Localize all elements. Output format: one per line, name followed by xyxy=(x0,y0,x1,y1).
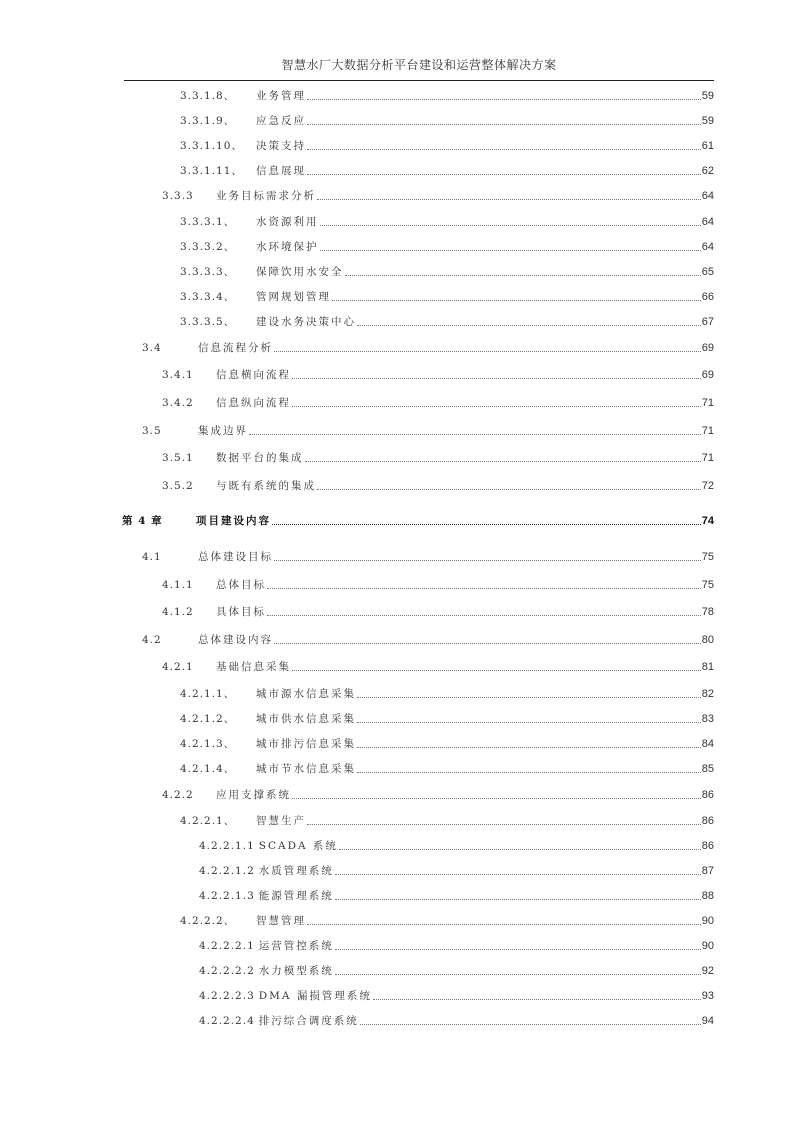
toc-entry-page-number: 86 xyxy=(701,840,714,852)
toc-entry[interactable] xyxy=(180,686,714,701)
toc-entry[interactable] xyxy=(180,138,714,153)
toc-entry-page-number: 61 xyxy=(701,140,714,152)
toc-entry-page-number: 72 xyxy=(701,480,714,492)
toc-entry[interactable] xyxy=(162,395,714,410)
toc-entry-number: 3.3.3 xyxy=(162,190,194,202)
toc-entry-number: 4.2.2.1.2 xyxy=(199,865,255,877)
toc-entry[interactable] xyxy=(180,913,714,928)
dot-leader xyxy=(357,772,701,773)
toc-entry[interactable] xyxy=(199,838,714,853)
toc-entry-title: 总体建设目标 xyxy=(198,551,273,563)
toc-entry-number: 3.5 xyxy=(142,425,162,437)
toc-entry-page-number: 62 xyxy=(701,165,714,177)
dot-leader xyxy=(292,378,701,379)
dot-leader xyxy=(307,174,701,175)
toc-entry-number: 4.2.2.2.4 xyxy=(199,1015,255,1027)
toc-entry-number: 4.2.1.2、 xyxy=(180,713,236,725)
toc-entry-page-number: 59 xyxy=(701,115,714,127)
toc-entry[interactable] xyxy=(162,450,714,465)
toc-entry-title: 保障饮用水安全 xyxy=(256,266,344,278)
toc-entry[interactable] xyxy=(199,888,714,903)
toc-entry-title: 信息横向流程 xyxy=(216,369,291,381)
toc-entry[interactable] xyxy=(180,163,714,178)
dot-leader xyxy=(335,874,701,875)
toc-entry-number: 4.2.2.1.3 xyxy=(199,890,255,902)
dot-leader xyxy=(357,747,701,748)
toc-entry[interactable] xyxy=(180,813,714,828)
toc-entry-page-number: 71 xyxy=(701,425,714,437)
toc-entry-title: 城市源水信息采集 xyxy=(256,688,356,700)
toc-entry-title: 智慧管理 xyxy=(256,915,306,927)
toc-entry-title: 城市供水信息采集 xyxy=(256,713,356,725)
dot-leader xyxy=(249,434,701,435)
toc-entry-title: 应急反应 xyxy=(256,115,306,127)
toc-entry[interactable] xyxy=(122,513,714,528)
toc-entry[interactable] xyxy=(142,340,714,355)
toc-entry-number: 4.2.1.1、 xyxy=(180,688,236,700)
toc-entry-title: 信息流程分析 xyxy=(198,342,273,354)
toc-entry[interactable] xyxy=(180,289,714,304)
toc-entry-number: 3.3.3.4、 xyxy=(180,291,236,303)
toc-entry-page-number: 88 xyxy=(701,890,714,902)
toc-entry-title: 集成边界 xyxy=(198,425,248,437)
toc-entry[interactable] xyxy=(180,113,714,128)
toc-entry-number: 4.2.2.1.1 xyxy=(199,840,255,852)
toc-entry-number: 3.4.2 xyxy=(162,397,194,409)
dot-leader xyxy=(305,461,701,462)
toc-entry-title: 能源管理系统 xyxy=(258,890,334,902)
dot-leader xyxy=(335,974,701,975)
toc-entry-number: 3.4 xyxy=(142,342,162,354)
dot-leader xyxy=(292,406,701,407)
dot-leader xyxy=(307,99,701,100)
toc-entry[interactable] xyxy=(199,963,714,978)
dot-leader xyxy=(272,524,701,525)
toc-entry-number: 3.3.3.2、 xyxy=(180,241,236,253)
toc-entry-page-number: 64 xyxy=(701,190,714,202)
dot-leader xyxy=(345,275,701,276)
toc-entry-page-number: 90 xyxy=(701,915,714,927)
toc-entry-title: 应用支撑系统 xyxy=(216,789,291,801)
toc-entry-title: 水资源利用 xyxy=(256,216,319,228)
toc-entry[interactable] xyxy=(162,604,714,619)
toc-entry[interactable] xyxy=(142,423,714,438)
toc-entry-page-number: 85 xyxy=(701,763,714,775)
toc-entry-page-number: 86 xyxy=(701,815,714,827)
dot-leader xyxy=(292,798,701,799)
toc-entry[interactable] xyxy=(199,1013,714,1028)
toc-entry-number: 3.5.1 xyxy=(162,452,194,464)
toc-entry[interactable] xyxy=(142,549,714,564)
dot-leader xyxy=(274,643,701,644)
toc-entry-page-number: 90 xyxy=(701,940,714,952)
toc-entry[interactable] xyxy=(199,863,714,878)
toc-entry-page-number: 64 xyxy=(701,216,714,228)
toc-entry[interactable] xyxy=(162,787,714,802)
toc-entry-number: 4.2 xyxy=(142,634,162,646)
dot-leader xyxy=(332,300,701,301)
toc-entry[interactable] xyxy=(162,188,714,203)
toc-entry-number: 4.2.1 xyxy=(162,661,194,673)
toc-entry-page-number: 84 xyxy=(701,738,714,750)
toc-entry-number: 4.2.2.2.2 xyxy=(199,965,255,977)
toc-entry-title: 信息纵向流程 xyxy=(216,397,291,409)
dot-leader xyxy=(339,849,701,850)
toc-entry-number: 3.4.1 xyxy=(162,369,194,381)
toc-entry-number: 3.5.2 xyxy=(162,480,194,492)
toc-entry-number: 3.3.1.11、 xyxy=(180,165,243,177)
dot-leader xyxy=(274,351,701,352)
toc-entry-page-number: 80 xyxy=(701,634,714,646)
header-divider xyxy=(124,80,714,81)
toc-entry[interactable] xyxy=(180,239,714,254)
toc-entry-number: 4.2.1.3、 xyxy=(180,738,236,750)
toc-entry-number: 4.1.1 xyxy=(162,579,194,591)
toc-entry[interactable] xyxy=(199,938,714,953)
toc-entry-page-number: 82 xyxy=(701,688,714,700)
toc-entry-number: 4.1.2 xyxy=(162,606,194,618)
toc-entry-title: 信息展现 xyxy=(256,165,306,177)
toc-entry-title: 水质管理系统 xyxy=(258,865,334,877)
toc-entry-number: 3.3.1.8、 xyxy=(180,90,236,102)
dot-leader xyxy=(307,824,701,825)
toc-entry-title: 运营管控系统 xyxy=(258,940,334,952)
dot-leader xyxy=(357,697,701,698)
toc-entry-title: 业务目标需求分析 xyxy=(216,190,316,202)
toc-entry-number: 3.3.1.9、 xyxy=(180,115,236,127)
toc-entry-number: 4.2.2.2.1 xyxy=(199,940,255,952)
toc-entry-number: 4.2.2 xyxy=(162,789,194,801)
dot-leader xyxy=(357,722,701,723)
toc-entry-number: 4.2.2.2.3 xyxy=(199,990,255,1002)
dot-leader xyxy=(307,924,701,925)
toc-entry-page-number: 94 xyxy=(701,1015,714,1027)
toc-entry-number: 4.2.2.2、 xyxy=(180,915,236,927)
toc-entry-page-number: 64 xyxy=(701,241,714,253)
dot-leader xyxy=(373,999,701,1000)
toc-entry-page-number: 65 xyxy=(701,266,714,278)
dot-leader xyxy=(307,124,701,125)
toc-entry-page-number: 59 xyxy=(701,90,714,102)
toc-entry-title: 水力模型系统 xyxy=(258,965,334,977)
toc-entry-number: 3.3.3.5、 xyxy=(180,316,236,328)
toc-entry-title: 智慧生产 xyxy=(256,815,306,827)
dot-leader xyxy=(292,670,701,671)
toc-entry-title: 具体目标 xyxy=(216,606,266,618)
toc-entry-page-number: 74 xyxy=(701,515,714,527)
toc-entry-title: 总体目标 xyxy=(216,579,266,591)
page-header-title: 智慧水厂大数据分析平台建设和运营整体解决方案 xyxy=(281,58,557,72)
toc-entry[interactable] xyxy=(180,314,714,329)
toc-entry-page-number: 75 xyxy=(701,551,714,563)
toc-entry[interactable] xyxy=(142,632,714,647)
toc-entry-number: 4.2.2.1、 xyxy=(180,815,236,827)
toc-entry-page-number: 71 xyxy=(701,452,714,464)
toc-entry[interactable] xyxy=(180,88,714,103)
toc-entry-title: SCADA 系统 xyxy=(258,840,338,852)
toc-entry[interactable] xyxy=(180,214,714,229)
toc-entry-page-number: 69 xyxy=(701,342,714,354)
dot-leader xyxy=(320,225,701,226)
toc-entry-title: 城市排污信息采集 xyxy=(256,738,356,750)
toc-entry[interactable] xyxy=(162,577,714,592)
toc-entry[interactable] xyxy=(180,264,714,279)
toc-entry-number: 第 4 章 xyxy=(122,515,163,527)
dot-leader xyxy=(335,949,701,950)
toc-entry-title: 基础信息采集 xyxy=(216,661,291,673)
toc-entry-title: 项目建设内容 xyxy=(196,515,271,527)
toc-entry-page-number: 66 xyxy=(701,291,714,303)
toc-entry-page-number: 86 xyxy=(701,789,714,801)
toc-entry[interactable] xyxy=(180,761,714,776)
toc-entry-page-number: 67 xyxy=(701,316,714,328)
toc-entry-number: 3.3.3.1、 xyxy=(180,216,236,228)
toc-entry[interactable] xyxy=(162,367,714,382)
toc-entry-title: 管网规划管理 xyxy=(256,291,331,303)
toc-entry[interactable] xyxy=(199,988,714,1003)
toc-entry[interactable] xyxy=(180,736,714,751)
toc-entry-title: 水环境保护 xyxy=(256,241,319,253)
toc-entry-title: 决策支持 xyxy=(256,140,306,152)
toc-entry-title: 与既有系统的集成 xyxy=(216,480,316,492)
dot-leader xyxy=(317,199,701,200)
dot-leader xyxy=(274,560,701,561)
toc-entry-number: 4.2.1.4、 xyxy=(180,763,236,775)
toc-entry[interactable] xyxy=(162,478,714,493)
toc-entry-title: 总体建设内容 xyxy=(198,634,273,646)
toc-entry-page-number: 93 xyxy=(701,990,714,1002)
toc-entry-page-number: 71 xyxy=(701,397,714,409)
toc-entry-number: 3.3.3.3、 xyxy=(180,266,236,278)
toc-entry-number: 4.1 xyxy=(142,551,162,563)
toc-entry-title: 业务管理 xyxy=(256,90,306,102)
toc-entry-title: 建设水务决策中心 xyxy=(256,316,356,328)
dot-leader xyxy=(357,325,701,326)
toc-entry-page-number: 69 xyxy=(701,369,714,381)
toc-entry-page-number: 87 xyxy=(701,865,714,877)
toc-entry-title: 城市节水信息采集 xyxy=(256,763,356,775)
toc-entry-page-number: 83 xyxy=(701,713,714,725)
toc-entry-page-number: 78 xyxy=(701,606,714,618)
toc-entry-page-number: 75 xyxy=(701,579,714,591)
dot-leader xyxy=(267,615,701,616)
dot-leader xyxy=(267,588,701,589)
toc-entry-page-number: 81 xyxy=(701,661,714,673)
dot-leader xyxy=(360,1024,701,1025)
dot-leader xyxy=(317,489,701,490)
toc-entry[interactable] xyxy=(162,659,714,674)
dot-leader xyxy=(307,149,701,150)
toc-entry-title: DMA 漏损管理系统 xyxy=(258,990,372,1002)
toc-entry-title: 排污综合调度系统 xyxy=(258,1015,359,1027)
dot-leader xyxy=(320,250,701,251)
toc-entry-page-number: 92 xyxy=(701,965,714,977)
toc-entry[interactable] xyxy=(180,711,714,726)
toc-entry-title: 数据平台的集成 xyxy=(216,452,304,464)
toc-entry-number: 3.3.1.10、 xyxy=(180,140,243,152)
dot-leader xyxy=(335,899,701,900)
